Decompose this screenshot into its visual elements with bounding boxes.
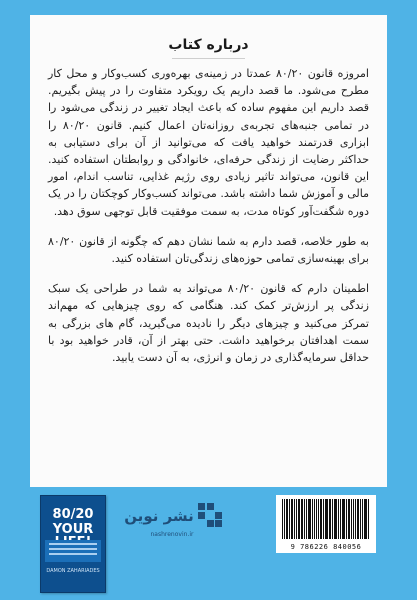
barcode-digits: 9 786226 840056 bbox=[290, 543, 362, 551]
title-divider bbox=[172, 58, 245, 59]
footer-strip bbox=[0, 487, 417, 600]
cover-title-line2: YOUR bbox=[52, 522, 94, 537]
about-book-panel bbox=[30, 15, 387, 487]
section-title: درباره کتاب bbox=[168, 37, 249, 53]
publisher-logo bbox=[122, 497, 222, 555]
publisher-name: نشر نوین bbox=[124, 507, 194, 525]
barcode-bars bbox=[282, 499, 370, 539]
description-text bbox=[48, 65, 369, 379]
paragraph-1: امروزه قانون ۸۰/۲۰ عمدتا در زمینه‌ی بهره‌وری کسب‌وکار و محل کار مطرح می‌شود. ما قصد داریم یک رویکرد متفاوت را در پیش بگیریم. قصد داریم این مفهوم ساده که باعث ایجاد تغییر در زندگی می‌شود را در تمامی جنبه‌های تجربه‌ی روزانه‌تان اعمال کنیم. قانون ۸۰/۲۰ را ابزاری قدرتمند خواهید یافت که می‌توانید از آن برای دستیابی به حداکثر رضایت از زندگی حرفه‌ای، خانوادگی و روابطتان استفاده کنید. این قانون، می‌تواند تاثیر زیادی روی رژیم غذایی، تناسب اندام، امور مالی و آموزش شما داشته باشد. می‌تواند کسب‌وکار کوچکتان را در یک دوره شگفت‌آور کوتاه مدت، به سمت موفقیت قابل توجهی سوق دهد. bbox=[48, 67, 369, 218]
cover-title-line1: 80/20 bbox=[52, 507, 94, 522]
paragraph-2: به طور خلاصه، قصد دارم به شما نشان دهم که چگونه از قانون ۸۰/۲۰ برای بهینه‌سازی تمامی حوزه‌های زندگی‌تان استفاده کنید. bbox=[48, 234, 369, 266]
isbn-barcode bbox=[276, 495, 376, 553]
cover-author: DAMON ZAHARIADES bbox=[46, 568, 100, 574]
cover-subtitle-band bbox=[45, 540, 101, 562]
paragraph-3: اطمینان دارم که قانون ۸۰/۲۰ می‌تواند به شما در طراحی یک سبک زندگی پر ارزش‌تر کمک کند. هنگامی که روی چیزهایی که مهم‌اند تمرکز می‌کنید و چیزهای دیگر را نادیده می‌گیرید، گام های بزرگی به سمت اهدافتان برخواهید داشت. حتی بهتر از آن، قادر خواهید بود با حداقل سرمایه‌گذاری در زمان و انرژی، به آن دست یابید. bbox=[48, 282, 370, 365]
publisher-url: nashrenovin.ir bbox=[150, 531, 194, 538]
book-cover-thumbnail bbox=[40, 495, 106, 593]
publisher-mark-icon bbox=[198, 503, 222, 527]
